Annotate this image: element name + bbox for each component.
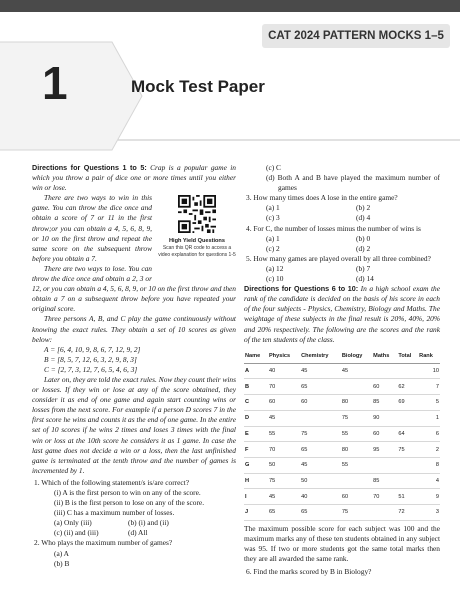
column-header: Biology <box>341 348 372 364</box>
question-6: 6. Find the marks scored by B in Biology? <box>246 567 372 577</box>
column-header: Total <box>397 348 418 364</box>
score-cell: 62 <box>397 379 418 395</box>
score-cell: 80 <box>341 395 372 411</box>
table-header-row <box>244 348 440 364</box>
score-cell: 45 <box>268 410 300 426</box>
option[interactable]: (a) 1 <box>266 233 280 243</box>
option[interactable]: (d) Both A and B have played the maximum number of games <box>266 173 440 193</box>
table-row <box>244 489 440 505</box>
table-row <box>244 504 440 520</box>
question-2: 2. Who plays the maximum number of games? <box>34 538 173 548</box>
right-column <box>244 163 440 577</box>
paragraph: There are two ways to win in this game. You can throw the dice once and obtain a score of 7 or 11 in the first throw;or you can obtain a 4, 5, 6, 8, 9, or 10 on the first throw and repeat the same score on the subsequent throw before you obtain a 7. <box>32 193 152 263</box>
score-cell <box>372 504 397 520</box>
scores-table <box>244 348 440 521</box>
option-row <box>244 264 440 274</box>
table-row <box>244 410 440 426</box>
option[interactable]: (a) 12 <box>266 263 284 273</box>
score-cell: 3 <box>418 504 440 520</box>
option[interactable]: (a) A <box>54 548 69 558</box>
score-cell: 85 <box>372 473 397 489</box>
score-cell: 40 <box>268 363 300 379</box>
qr-title: High Yield Questions <box>169 238 225 245</box>
score-cell: 75 <box>397 442 418 458</box>
option[interactable]: (b) (i) and (ii) <box>128 518 169 528</box>
score-set-b: B = [8, 5, 7, 12, 6, 3, 2, 9, 8, 3] <box>44 354 137 364</box>
score-set-c: C = [2, 7, 3, 12, 7, 6, 5, 4, 6, 3] <box>44 364 138 374</box>
option[interactable]: (b) 0 <box>356 233 371 243</box>
score-set-a: A = [6, 4, 10, 9, 8, 6, 7, 12, 9, 2] <box>44 344 141 354</box>
score-cell: 65 <box>300 379 341 395</box>
score-cell: 7 <box>418 379 440 395</box>
option[interactable]: (c) C <box>266 163 281 172</box>
score-cell <box>341 379 372 395</box>
option[interactable]: (b) 2 <box>356 203 371 213</box>
score-cell: 60 <box>341 489 372 505</box>
qr-code-icon[interactable] <box>178 195 216 233</box>
score-cell: 75 <box>341 504 372 520</box>
score-cell: 64 <box>397 426 418 442</box>
option-row <box>32 528 236 538</box>
paragraph: Later on, they are told the exact rules. Now they count their wins or losses. If they win or lose at any of the score obtained, they consider it as end of one game and again start counting wins or losses from the next score. For example if a person D scores 7 in the first score he wins and counts it as the end of one game. In the entire set of 10 scores if he wins 2 times and loses 3 times with the final win or loss at the 10th score he considers it as 1 game. In case the last game does not decide a win or a loss, then the last unfinished game is terminated at the tenth throw and the number of games is incremented by 1. <box>32 374 236 475</box>
student-name-cell: C <box>244 395 268 411</box>
student-name-cell: B <box>244 379 268 395</box>
column-header: Physics <box>268 348 300 364</box>
table-row <box>244 395 440 411</box>
column-header: Rank <box>418 348 440 364</box>
student-name-cell: G <box>244 457 268 473</box>
left-column <box>32 163 236 569</box>
score-cell: 75 <box>300 426 341 442</box>
score-cell: 65 <box>300 442 341 458</box>
score-cell <box>341 473 372 489</box>
score-cell: 69 <box>397 395 418 411</box>
score-cell: 75 <box>268 473 300 489</box>
table-row <box>244 442 440 458</box>
header-bar <box>0 0 460 12</box>
table-row <box>244 473 440 489</box>
directions-6-10 <box>244 284 440 345</box>
score-cell: 60 <box>372 426 397 442</box>
statement: (ii) B is the first person to lose on any of the score. <box>54 498 205 508</box>
score-cell: 60 <box>268 395 300 411</box>
score-cell: 5 <box>418 395 440 411</box>
score-cell: 80 <box>341 442 372 458</box>
score-cell: 45 <box>268 489 300 505</box>
score-cell: 55 <box>341 457 372 473</box>
option-row <box>244 274 440 284</box>
score-cell: 50 <box>300 473 341 489</box>
student-name-cell: E <box>244 426 268 442</box>
score-cell: 1 <box>418 410 440 426</box>
score-cell: 45 <box>300 363 341 379</box>
score-cell: 95 <box>372 442 397 458</box>
score-cell: 6 <box>418 426 440 442</box>
option[interactable]: (a) Only (iii) <box>54 518 92 528</box>
score-cell: 75 <box>341 410 372 426</box>
student-name-cell: A <box>244 363 268 379</box>
score-cell: 65 <box>268 504 300 520</box>
option[interactable]: (d) 14 <box>356 274 374 284</box>
question-5: 5. How many games are played overall by all three combined? <box>246 253 431 263</box>
paragraph: Three persons A, B, and C play the game continuously without knowing the exact rules. They obtain a set of 10 scores as given below: <box>32 314 236 344</box>
option[interactable]: (c) 2 <box>266 243 280 253</box>
option[interactable]: (d) All <box>128 528 148 538</box>
option[interactable]: (d) 2 <box>356 243 371 253</box>
score-cell: 60 <box>300 395 341 411</box>
table-row <box>244 379 440 395</box>
directions-text: In a high school exam the rank of the candidate is decided on the basis of his score in each of the four subjects - Physics, Chemistry, Biology and Maths. The weightage of these subjects in the final result is 20%, 40%, 20% and 20% respectively. The following are the scores and the rank of the ten students of the class. <box>244 284 440 344</box>
score-cell: 70 <box>268 442 300 458</box>
score-cell: 90 <box>372 410 397 426</box>
directions-1-5 <box>32 163 236 193</box>
score-cell: 10 <box>418 363 440 379</box>
table-row <box>244 457 440 473</box>
directions-heading: Directions for Questions 1 to 5: <box>32 163 147 172</box>
qr-box[interactable] <box>158 195 236 277</box>
score-cell: 40 <box>300 489 341 505</box>
question-4: 4. For C, the number of losses minus the number of wins is <box>246 223 421 233</box>
score-cell: 72 <box>397 504 418 520</box>
book-title: CAT 2024 PATTERN MOCKS 1–5 <box>262 24 450 48</box>
option[interactable]: (c) (ii) and (iii) <box>54 528 99 538</box>
directions-heading: Directions for Questions 6 to 10: <box>244 284 359 294</box>
score-cell: 4 <box>418 473 440 489</box>
score-cell <box>300 410 341 426</box>
option-row <box>32 518 236 528</box>
score-cell <box>397 363 418 379</box>
option[interactable]: (b) 7 <box>356 263 371 273</box>
question-1: 1. Which of the following statement/s is/are correct? <box>34 477 190 487</box>
table-row <box>244 426 440 442</box>
table-row <box>244 363 440 379</box>
option[interactable]: (c) 3 <box>266 213 280 223</box>
statement: (iii) C has a maximum number of losses. <box>54 508 175 518</box>
paragraph: The maximum possible score for each subject was 100 and the maximum marks any of these ten students obtained in any subject was 95. If two or more students got the same total marks then they are all awarded the same rank. <box>244 523 440 563</box>
score-cell: 70 <box>268 379 300 395</box>
paragraph: There are two ways to lose. You can throw the dice once and obtain a 2, 3 or 12, or you can obtain a 4, 5, 6, 8, 9, or 10 on the first throw and then obtain a 7 on a subsequent throw before you have repeated your original score. <box>32 263 236 314</box>
score-cell: 70 <box>372 489 397 505</box>
question-3: 3. How many times does A lose in the entire game? <box>246 193 398 203</box>
chapter-number: 1 <box>42 57 67 109</box>
student-name-cell: F <box>244 442 268 458</box>
score-cell: 65 <box>300 504 341 520</box>
option[interactable]: (d) 4 <box>356 213 371 223</box>
qr-caption: Scan this QR code to access a video explanation for questions 1-5 <box>158 245 236 258</box>
score-cell: 2 <box>418 442 440 458</box>
option-row <box>244 234 440 244</box>
score-cell <box>372 363 397 379</box>
column-header: Maths <box>372 348 397 364</box>
option[interactable]: (c) 10 <box>266 274 284 284</box>
score-cell: 85 <box>372 395 397 411</box>
score-cell: 60 <box>372 379 397 395</box>
column-header: Name <box>244 348 268 364</box>
student-name-cell: D <box>244 410 268 426</box>
option-row <box>244 203 440 213</box>
option-row <box>244 244 440 254</box>
score-cell <box>397 410 418 426</box>
score-cell <box>372 457 397 473</box>
directions-text: Crap is a popular game in which you throw a pair of dice one or more times until you either win or lose. <box>32 163 237 193</box>
chapter-title: Mock Test Paper <box>131 77 265 96</box>
student-name-cell: H <box>244 473 268 489</box>
column-header: Chemistry <box>300 348 341 364</box>
score-cell: 45 <box>341 363 372 379</box>
score-cell: 51 <box>397 489 418 505</box>
option[interactable]: (b) B <box>54 558 70 568</box>
student-name-cell: J <box>244 504 268 520</box>
score-cell: 9 <box>418 489 440 505</box>
option-row <box>244 213 440 223</box>
score-cell: 45 <box>300 457 341 473</box>
score-cell: 55 <box>268 426 300 442</box>
score-cell <box>397 473 418 489</box>
option[interactable]: (a) 1 <box>266 203 280 213</box>
score-cell: 55 <box>341 426 372 442</box>
score-cell: 8 <box>418 457 440 473</box>
student-name-cell: I <box>244 489 268 505</box>
statement: (i) A is the first person to win on any of the score. <box>54 488 201 497</box>
score-cell <box>397 457 418 473</box>
score-cell: 50 <box>268 457 300 473</box>
